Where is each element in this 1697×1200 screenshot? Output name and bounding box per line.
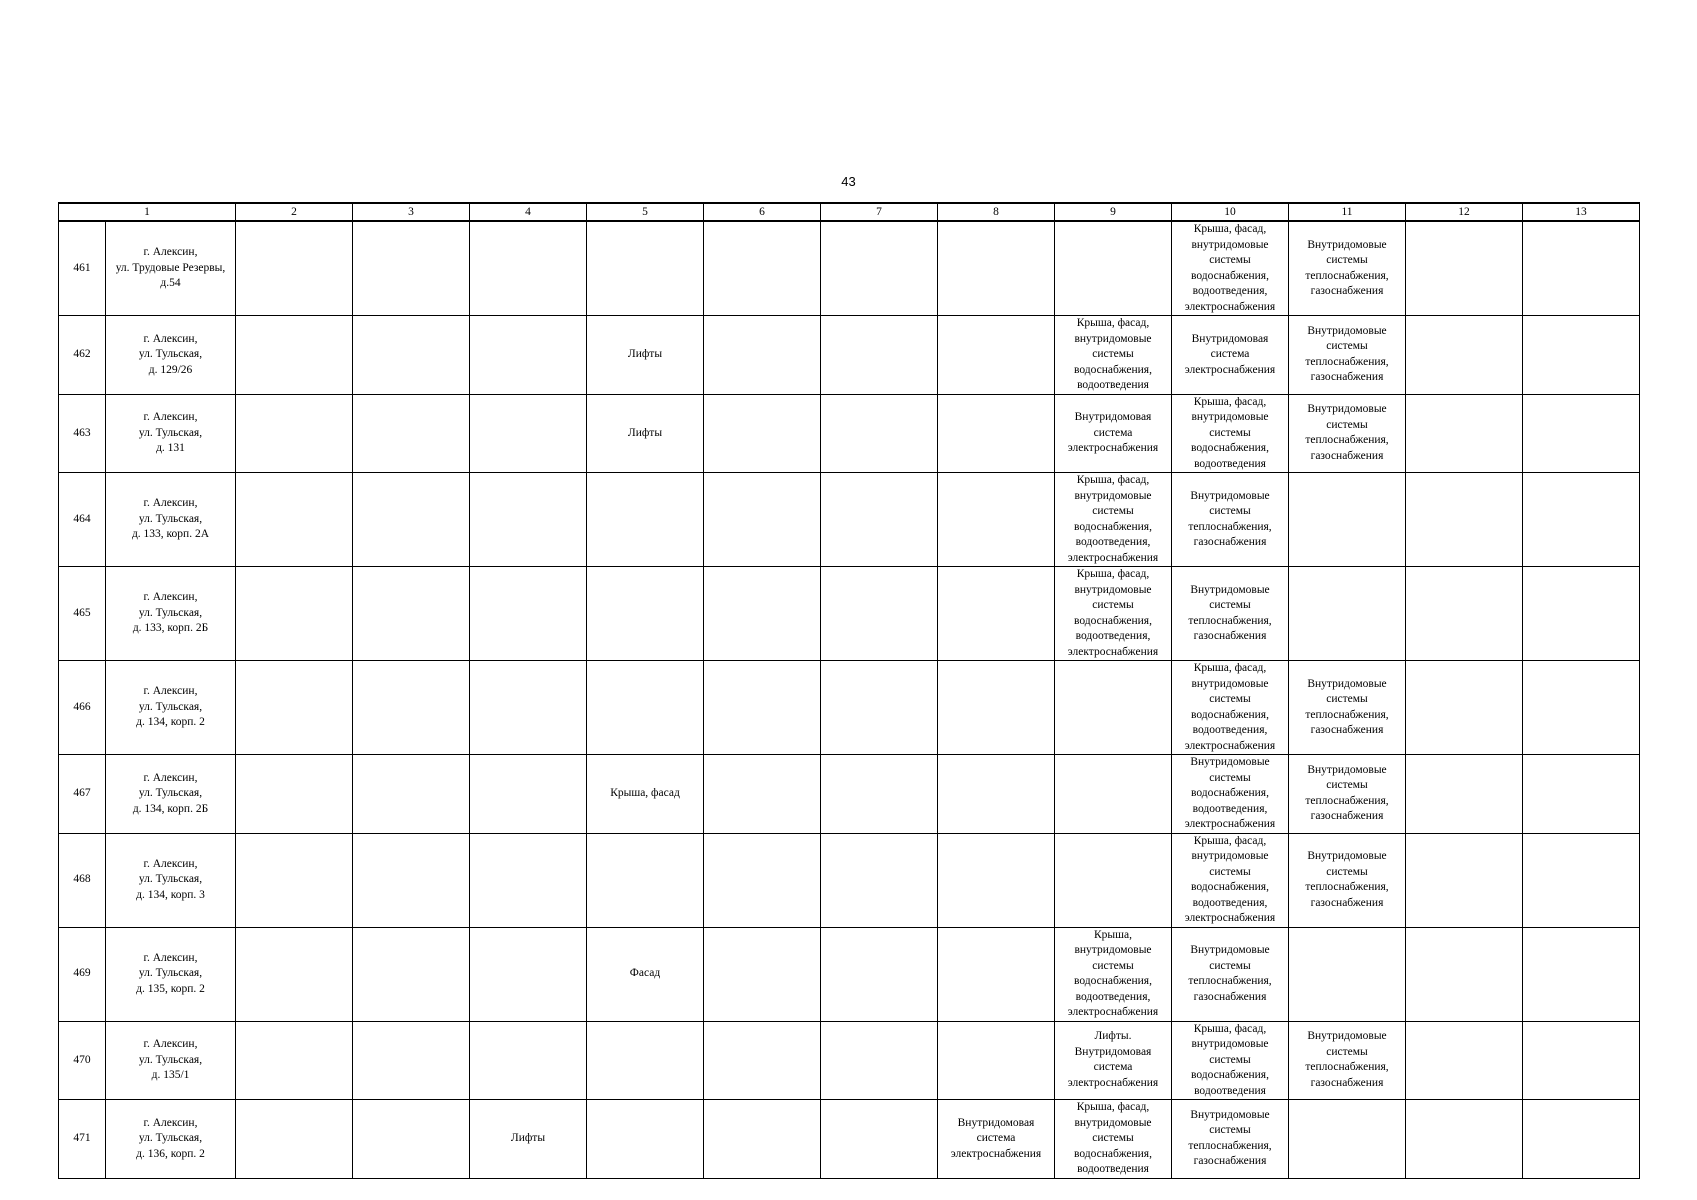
- cell-col-9: [1055, 1021, 1172, 1100]
- cell-text: Крыша, фасад, внутридомовые системы водоснабжения, водоотведения, электроснабжения: [1184, 662, 1276, 752]
- cell-col-13: [1523, 221, 1640, 316]
- cell-col-8: [938, 316, 1055, 395]
- cell-col-7: [821, 661, 938, 755]
- repair-schedule-table: [58, 202, 1640, 1179]
- cell-text: Крыша, фасад, внутридомовые системы водоснабжения, водоотведения: [1074, 317, 1152, 391]
- cell-text: Крыша, фасад, внутридомовые системы водоснабжения, водоотведения, электроснабжения: [1067, 474, 1159, 564]
- cell-col-13: [1523, 755, 1640, 834]
- cell-col-10: [1172, 661, 1289, 755]
- cell-col-12: [1406, 755, 1523, 834]
- address-line: г. Алексин,: [143, 685, 198, 698]
- address-line: г. Алексин,: [143, 951, 198, 964]
- cell-col-11: [1289, 473, 1406, 567]
- address-line: ул. Тульская,: [138, 700, 203, 713]
- cell-col-9: [1055, 221, 1172, 316]
- cell-col-8: [938, 394, 1055, 473]
- cell-col-2: [236, 927, 353, 1021]
- address-cell: [106, 1100, 236, 1179]
- address-line: г. Алексин,: [143, 591, 198, 604]
- column-header-8: 8: [938, 203, 1055, 221]
- address-line: д.54: [160, 277, 181, 290]
- cell-text: Крыша, фасад, внутридомовые системы водоснабжения, водоотведения: [1191, 395, 1269, 470]
- cell-col-6: [704, 394, 821, 473]
- address-line: д. 136, корп. 2: [136, 1147, 205, 1160]
- column-header-13: 13: [1523, 203, 1640, 221]
- cell-text: Крыша, фасад, внутридомовые системы водоснабжения, водоотведения: [1191, 1022, 1269, 1097]
- cell-col-10: [1172, 473, 1289, 567]
- cell-col-11: [1289, 394, 1406, 473]
- address-cell: [106, 221, 236, 316]
- column-header-12: 12: [1406, 203, 1523, 221]
- row-number: 463: [59, 394, 106, 473]
- cell-col-2: [236, 316, 353, 395]
- table-row: [59, 1021, 1640, 1100]
- cell-col-2: [236, 1100, 353, 1179]
- cell-text: Внутридомовые системы теплоснабжения, газоснабжения: [1305, 238, 1389, 297]
- cell-col-2: [236, 221, 353, 316]
- cell-col-12: [1406, 927, 1523, 1021]
- cell-col-10: [1172, 567, 1289, 661]
- column-header-4: 4: [470, 203, 587, 221]
- cell-col-12: [1406, 473, 1523, 567]
- address-line: ул. Тульская,: [138, 606, 203, 619]
- cell-col-13: [1523, 927, 1640, 1021]
- address-line: д. 134, корп. 2: [136, 716, 205, 729]
- cell-col-13: [1523, 1100, 1640, 1179]
- page-number: 43: [841, 174, 856, 189]
- cell-col-4: [470, 221, 587, 316]
- cell-text: Крыша, фасад, внутридомовые системы водоснабжения, водоотведения, электроснабжения: [1184, 223, 1276, 313]
- cell-col-2: [236, 473, 353, 567]
- address-line: ул. Тульская,: [138, 426, 203, 439]
- address-line: ул. Тульская,: [138, 787, 203, 799]
- address-line: ул. Тульская,: [138, 873, 203, 886]
- cell-text: Крыша, фасад, внутридомовые системы водоснабжения, водоотведения: [1074, 1101, 1152, 1175]
- cell-col-5: [587, 1021, 704, 1100]
- cell-col-12: [1406, 567, 1523, 661]
- table-row: [59, 394, 1640, 473]
- cell-col-7: [821, 833, 938, 927]
- cell-text: Внутридомовая система электроснабжения: [950, 1116, 1042, 1160]
- address-cell: [106, 567, 236, 661]
- cell-col-3: [353, 221, 470, 316]
- cell-col-13: [1523, 661, 1640, 755]
- cell-col-3: [353, 567, 470, 661]
- address-line: г. Алексин,: [143, 411, 198, 423]
- cell-col-9: [1055, 833, 1172, 927]
- cell-text: Внутридомовые системы теплоснабжения, газоснабжения: [1188, 583, 1272, 642]
- cell-col-7: [821, 927, 938, 1021]
- column-header-2: 2: [236, 203, 353, 221]
- cell-text: Внутридомовые системы водоснабжения, водоотведения, электроснабжения: [1184, 756, 1276, 830]
- cell-col-11: [1289, 661, 1406, 755]
- cell-col-5: [587, 1100, 704, 1179]
- cell-text: Лифты. Внутридомовая система электроснабжения: [1067, 1030, 1159, 1089]
- cell-col-5: [587, 473, 704, 567]
- row-number: 469: [59, 927, 106, 1021]
- cell-col-12: [1406, 1021, 1523, 1100]
- cell-col-3: [353, 316, 470, 395]
- address-cell: [106, 661, 236, 755]
- address-cell: [106, 316, 236, 395]
- cell-col-6: [704, 927, 821, 1021]
- table-row: [59, 1100, 1640, 1179]
- address-line: ул. Трудовые Резервы,: [115, 261, 226, 274]
- address-line: д. 134, корп. 2Б: [132, 802, 209, 815]
- cell-text: Внутридомовые системы теплоснабжения, газоснабжения: [1305, 677, 1389, 736]
- address-line: г. Алексин,: [143, 857, 198, 870]
- address-line: д. 135, корп. 2: [136, 982, 205, 995]
- cell-col-2: [236, 661, 353, 755]
- cell-col-10: [1172, 833, 1289, 927]
- cell-col-4: [470, 316, 587, 395]
- cell-text: Крыша, фасад: [610, 787, 680, 799]
- table-row: [59, 316, 1640, 395]
- cell-col-3: [353, 473, 470, 567]
- cell-col-6: [704, 1021, 821, 1100]
- cell-col-10: [1172, 1100, 1289, 1179]
- address-line: ул. Тульская,: [138, 348, 203, 360]
- cell-col-12: [1406, 833, 1523, 927]
- cell-col-11: [1289, 833, 1406, 927]
- cell-col-7: [821, 567, 938, 661]
- table-row: [59, 567, 1640, 661]
- cell-col-8: [938, 221, 1055, 316]
- cell-col-12: [1406, 661, 1523, 755]
- cell-col-8: [938, 833, 1055, 927]
- cell-col-5: [587, 661, 704, 755]
- cell-text: Внутридомовые системы теплоснабжения, газоснабжения: [1305, 324, 1389, 384]
- row-number: 467: [59, 755, 106, 834]
- cell-col-13: [1523, 833, 1640, 927]
- cell-col-3: [353, 927, 470, 1021]
- row-number: 464: [59, 473, 106, 567]
- cell-col-11: [1289, 927, 1406, 1021]
- cell-col-4: [470, 755, 587, 834]
- cell-col-6: [704, 833, 821, 927]
- address-line: д. 129/26: [148, 363, 193, 376]
- cell-col-12: [1406, 316, 1523, 395]
- address-cell: [106, 755, 236, 834]
- address-line: д. 133, корп. 2А: [131, 528, 210, 541]
- cell-col-2: [236, 1021, 353, 1100]
- cell-col-5: [587, 567, 704, 661]
- cell-col-4: [470, 661, 587, 755]
- cell-col-12: [1406, 1100, 1523, 1179]
- cell-col-11: [1289, 316, 1406, 395]
- cell-col-11: [1289, 1100, 1406, 1179]
- address-line: ул. Тульская,: [138, 967, 203, 980]
- cell-col-10: [1172, 1021, 1289, 1100]
- cell-col-6: [704, 473, 821, 567]
- cell-col-7: [821, 1021, 938, 1100]
- row-number: 471: [59, 1100, 106, 1179]
- address-line: г. Алексин,: [143, 1038, 198, 1050]
- cell-col-9: [1055, 394, 1172, 473]
- cell-col-4: [470, 473, 587, 567]
- cell-col-2: [236, 394, 353, 473]
- cell-col-2: [236, 755, 353, 834]
- cell-text: Крыша, фасад, внутридомовые системы водоснабжения, водоотведения, электроснабжения: [1184, 834, 1276, 924]
- column-header-5: 5: [587, 203, 704, 221]
- cell-col-6: [704, 661, 821, 755]
- cell-col-7: [821, 755, 938, 834]
- cell-text: Крыша, фасад, внутридомовые системы водоснабжения, водоотведения, электроснабжения: [1067, 568, 1159, 658]
- cell-col-4: [470, 1021, 587, 1100]
- row-number: 462: [59, 316, 106, 395]
- cell-col-12: [1406, 394, 1523, 473]
- address-line: ул. Тульская,: [138, 512, 203, 525]
- cell-col-5: [587, 833, 704, 927]
- cell-text: Внутридомовая система электроснабжения: [1184, 332, 1276, 376]
- cell-col-13: [1523, 394, 1640, 473]
- address-cell: [106, 394, 236, 473]
- address-cell: [106, 473, 236, 567]
- cell-col-3: [353, 394, 470, 473]
- column-header-3: 3: [353, 203, 470, 221]
- cell-text: Внутридомовые системы теплоснабжения, газоснабжения: [1188, 489, 1272, 548]
- address-line: д. 135/1: [151, 1069, 190, 1081]
- cell-col-8: [938, 1100, 1055, 1179]
- row-number: 468: [59, 833, 106, 927]
- cell-col-5: [587, 927, 704, 1021]
- column-header-11: 11: [1289, 203, 1406, 221]
- cell-col-5: [587, 221, 704, 316]
- cell-col-11: [1289, 1021, 1406, 1100]
- cell-col-3: [353, 833, 470, 927]
- cell-col-4: [470, 394, 587, 473]
- cell-col-8: [938, 927, 1055, 1021]
- row-number: 465: [59, 567, 106, 661]
- column-number-header: [59, 203, 1640, 221]
- address-line: г. Алексин,: [143, 332, 198, 345]
- cell-col-13: [1523, 567, 1640, 661]
- cell-col-7: [821, 473, 938, 567]
- cell-col-3: [353, 661, 470, 755]
- cell-col-7: [821, 394, 938, 473]
- cell-col-3: [353, 755, 470, 834]
- cell-text: Внутридомовые системы теплоснабжения, газоснабжения: [1188, 1108, 1272, 1168]
- cell-col-7: [821, 316, 938, 395]
- cell-col-10: [1172, 316, 1289, 395]
- cell-col-5: [587, 394, 704, 473]
- cell-col-2: [236, 567, 353, 661]
- cell-col-9: [1055, 755, 1172, 834]
- cell-col-4: [470, 567, 587, 661]
- cell-col-7: [821, 221, 938, 316]
- cell-col-9: [1055, 473, 1172, 567]
- cell-col-13: [1523, 473, 1640, 567]
- row-number: 466: [59, 661, 106, 755]
- cell-col-6: [704, 316, 821, 395]
- cell-col-10: [1172, 394, 1289, 473]
- address-line: д. 131: [156, 442, 185, 454]
- address-cell: [106, 927, 236, 1021]
- cell-col-4: [470, 833, 587, 927]
- cell-col-2: [236, 833, 353, 927]
- address-cell: [106, 1021, 236, 1100]
- cell-col-3: [353, 1100, 470, 1179]
- cell-col-11: [1289, 755, 1406, 834]
- cell-col-11: [1289, 221, 1406, 316]
- column-header-9: 9: [1055, 203, 1172, 221]
- row-number: 461: [59, 221, 106, 316]
- column-header-7: 7: [821, 203, 938, 221]
- cell-text: Внутридомовые системы теплоснабжения, газоснабжения: [1188, 944, 1272, 1003]
- cell-col-7: [821, 1100, 938, 1179]
- cell-text: Крыша, внутридомовые системы водоснабжения, водоотведения, электроснабжения: [1067, 928, 1159, 1018]
- cell-col-12: [1406, 221, 1523, 316]
- cell-col-5: [587, 755, 704, 834]
- cell-col-9: [1055, 567, 1172, 661]
- address-line: ул. Тульская,: [138, 1132, 203, 1144]
- table-row: [59, 221, 1640, 316]
- cell-text: Внутридомовые системы теплоснабжения, газоснабжения: [1305, 850, 1389, 909]
- cell-col-4: [470, 927, 587, 1021]
- cell-text: Внутридомовые системы теплоснабжения, газоснабжения: [1305, 403, 1389, 462]
- cell-col-4: [470, 1100, 587, 1179]
- table-row: [59, 473, 1640, 567]
- cell-col-9: [1055, 316, 1172, 395]
- cell-col-6: [704, 1100, 821, 1179]
- table-row: [59, 833, 1640, 927]
- cell-text: Внутридомовые системы теплоснабжения, газоснабжения: [1305, 763, 1389, 823]
- cell-text: Фасад: [629, 967, 661, 980]
- column-header-6: 6: [704, 203, 821, 221]
- cell-col-9: [1055, 1100, 1172, 1179]
- cell-col-10: [1172, 221, 1289, 316]
- cell-col-8: [938, 567, 1055, 661]
- cell-text: Лифты: [627, 426, 663, 439]
- cell-text: Лифты: [510, 1132, 546, 1144]
- address-line: г. Алексин,: [143, 246, 198, 259]
- table-row: [59, 755, 1640, 834]
- cell-col-6: [704, 755, 821, 834]
- cell-text: Внутридомовая система электроснабжения: [1067, 411, 1159, 454]
- cell-col-5: [587, 316, 704, 395]
- address-line: г. Алексин,: [143, 1116, 198, 1129]
- address-cell: [106, 833, 236, 927]
- cell-col-3: [353, 1021, 470, 1100]
- row-number: 470: [59, 1021, 106, 1100]
- cell-col-10: [1172, 755, 1289, 834]
- cell-col-10: [1172, 927, 1289, 1021]
- cell-col-13: [1523, 1021, 1640, 1100]
- cell-col-9: [1055, 927, 1172, 1021]
- cell-col-6: [704, 567, 821, 661]
- table-row: [59, 927, 1640, 1021]
- cell-col-9: [1055, 661, 1172, 755]
- cell-col-6: [704, 221, 821, 316]
- cell-col-8: [938, 661, 1055, 755]
- table-row: [59, 661, 1640, 755]
- cell-col-13: [1523, 316, 1640, 395]
- column-header-1: 1: [59, 203, 236, 221]
- address-line: д. 134, корп. 3: [136, 888, 205, 901]
- address-line: ул. Тульская,: [138, 1053, 203, 1066]
- address-line: г. Алексин,: [143, 771, 198, 784]
- column-header-10: 10: [1172, 203, 1289, 221]
- cell-col-8: [938, 473, 1055, 567]
- cell-text: Внутридомовые системы теплоснабжения, газоснабжения: [1305, 1030, 1389, 1089]
- address-line: д. 133, корп. 2Б: [132, 622, 209, 635]
- cell-col-8: [938, 1021, 1055, 1100]
- cell-text: Лифты: [627, 348, 663, 360]
- cell-col-11: [1289, 567, 1406, 661]
- address-line: г. Алексин,: [143, 497, 198, 510]
- cell-col-8: [938, 755, 1055, 834]
